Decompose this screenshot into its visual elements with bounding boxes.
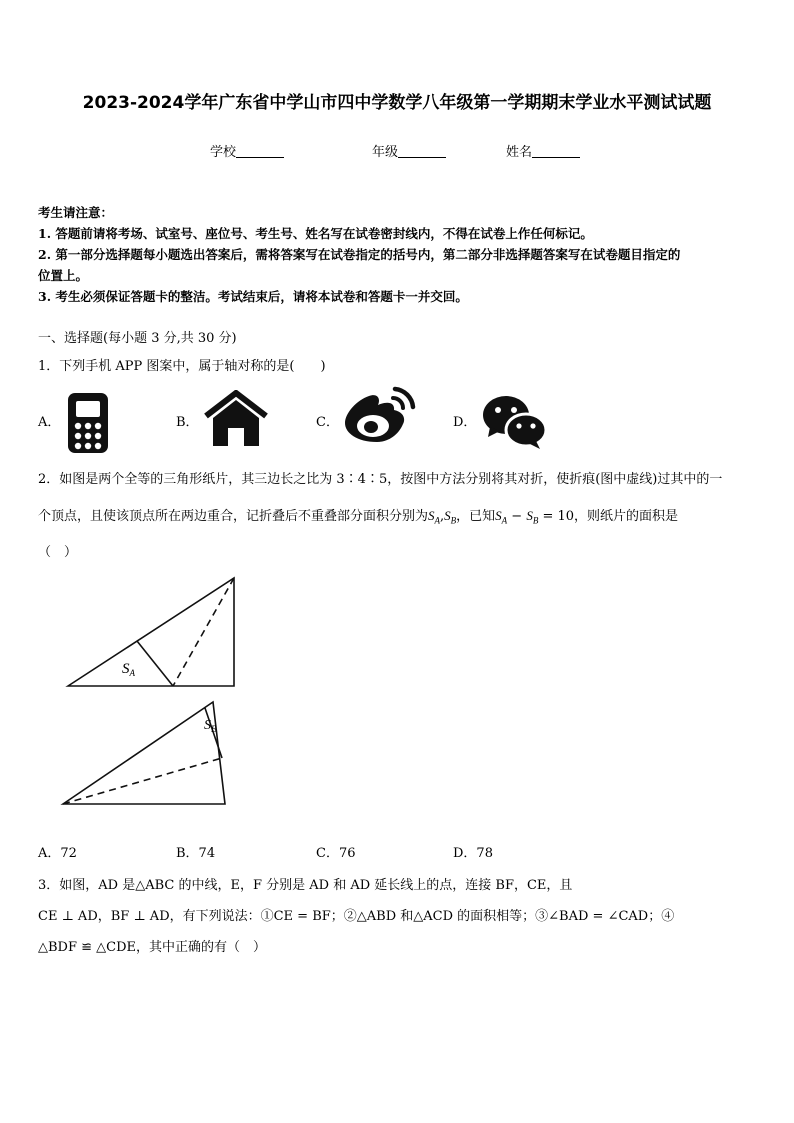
label-sa: $S_A$	[122, 661, 135, 678]
page-title: 2023-2024学年广东省中学山市四中学数学八年级第一学期期末学业水平测试试题	[82, 93, 712, 113]
q2-option-b: B．74	[176, 846, 216, 861]
q2-line3: （ ）	[38, 545, 78, 560]
q2-option-d: D．78	[453, 846, 493, 861]
q2-math: −	[507, 509, 527, 524]
q2-math: ,	[440, 509, 445, 524]
name-label: 姓名	[506, 145, 533, 160]
q3-line1: 3．如图，AD 是△ABC 的中线，E，F 分别是 AD 和 AD 延长线上的点，连接 BF，CE，且	[38, 878, 573, 893]
name-field[interactable]	[506, 141, 580, 160]
house-icon	[203, 390, 269, 452]
notice-item: 2. 第一部分选择题每小题选出答案后，需将答案写在试卷指定的括号内，第二部分非选择题答案写在试卷题目指定的	[38, 247, 681, 262]
notice-item: 3. 考生必须保证答题卡的整洁。考试结束后，请将本试卷和答题卡一并交回。	[38, 289, 468, 304]
q2-text: ，则纸片的面积是	[574, 509, 679, 524]
triangle-a	[68, 578, 234, 686]
q2-math: A	[434, 515, 441, 526]
label-sb: $S_B$	[204, 718, 217, 734]
q1-option-d-label: D．	[453, 415, 477, 430]
name-blank[interactable]	[532, 145, 580, 158]
notice-item: 位置上。	[38, 268, 89, 283]
q2-option-c: C．76	[316, 846, 356, 861]
q2-math: S	[444, 508, 451, 523]
school-field[interactable]	[210, 141, 284, 160]
q2-line2	[38, 505, 678, 526]
q2-text: ，已知	[456, 509, 496, 524]
school-blank[interactable]	[236, 145, 284, 158]
q1-stem: 1．下列手机 APP 图案中，属于轴对称的是( )	[38, 359, 326, 374]
grade-label: 年级	[372, 145, 399, 160]
q2-math: S	[495, 508, 502, 523]
q2-text: 个顶点，且使该顶点所在两边重合，记折叠后不重叠部分面积分别为	[38, 509, 429, 524]
q3-line3: △BDF ≌ △CDE，其中正确的有（ ）	[38, 940, 267, 955]
q2-math: = 10	[538, 509, 575, 524]
weibo-icon	[343, 386, 417, 448]
q2-math: B	[450, 515, 457, 526]
q2-figure	[55, 570, 255, 824]
grade-field[interactable]	[372, 141, 446, 160]
phone-icon	[66, 391, 110, 459]
q1-option-a-label: A．	[38, 415, 61, 430]
q3-line2: CE ⊥ AD，BF ⊥ AD，有下列说法：①CE = BF；②△ABD 和△ACD 的面积相等；③∠BAD = ∠CAD；④	[38, 909, 675, 924]
q1-option-b-label: B．	[176, 415, 199, 430]
notice-item: 1. 答题前请将考场、试室号、座位号、考生号、姓名写在试卷密封线内，不得在试卷上作任何标记。	[38, 226, 593, 241]
q2-math: S	[428, 508, 435, 523]
q2-line1: 2．如图是两个全等的三角形纸片，其三边长之比为 3∶4∶5，按图中方法分别将其对折，使折痕(图中虚线)过其中的一	[38, 472, 723, 487]
q1-option-c-label: C．	[316, 415, 339, 430]
notice-heading: 考生请注意：	[38, 205, 114, 220]
section-heading: 一、选择题(每小题 3 分,共 30 分)	[38, 331, 237, 346]
q2-math: A	[501, 515, 508, 526]
school-label: 学校	[210, 145, 237, 160]
wechat-icon	[480, 393, 548, 455]
grade-blank[interactable]	[398, 145, 446, 158]
q2-math: S	[526, 508, 533, 523]
q2-math: B	[532, 515, 539, 526]
triangle-b	[63, 702, 225, 804]
q2-option-a: A．72	[38, 846, 77, 861]
